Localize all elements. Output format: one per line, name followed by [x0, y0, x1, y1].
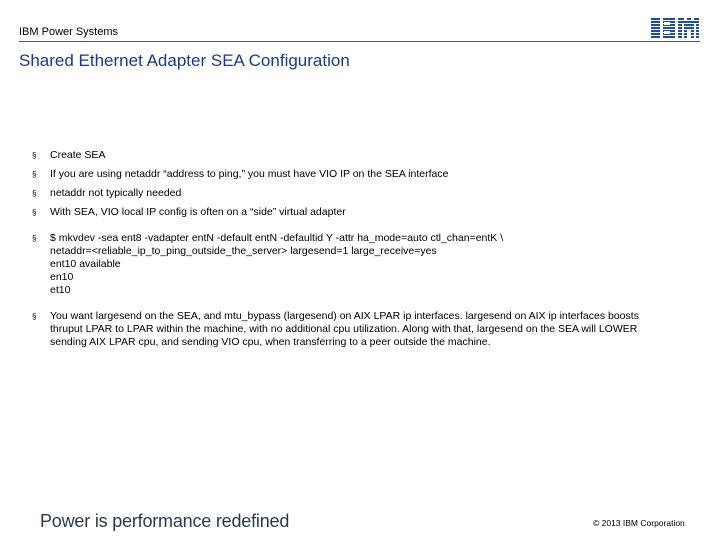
header-divider — [19, 41, 700, 42]
bullet-item — [32, 168, 672, 181]
command-line: et10 — [50, 284, 71, 296]
bullet-text: With SEA, VIO local IP config is often on a “side” virtual adapter — [50, 206, 346, 218]
ibm-logo — [651, 18, 699, 40]
slide-title: Shared Ethernet Adapter SEA Configuration — [19, 51, 350, 70]
bullet-text: netaddr not typically needed — [50, 187, 182, 199]
bullet-group-command — [32, 232, 672, 297]
header-label: IBM Power Systems — [19, 26, 119, 38]
bullet-marker: § — [32, 170, 37, 179]
bullet-text: Create SEA — [50, 149, 106, 161]
bullet-item — [32, 310, 672, 349]
bullet-item — [32, 149, 672, 162]
command-line: en10 — [50, 271, 74, 283]
command-line: $ mkvdev -sea ent8 -vadapter entN -default entN -defaultid Y -attr ha_mode=auto ctl_chan=entK \ — [50, 232, 504, 244]
command-line: ent10 available — [50, 258, 121, 270]
bullet-marker: § — [32, 312, 37, 321]
bullet-marker: § — [32, 189, 37, 198]
bullet-item — [32, 232, 672, 297]
bullet-marker: § — [32, 151, 37, 160]
bullet-item — [32, 187, 672, 200]
bullet-group-largesend — [32, 310, 672, 349]
bullet-item — [32, 206, 672, 219]
bullet-text: You want largesend on the SEA, and mtu_bypass (largesend) on AIX LPAR ip interfaces. largesend on AIX ip interfaces boosts thruput LPAR to LPAR within the machine, with no additional cpu utilization. Along with that, largesend on the SEA will LOWER sending AIX LPAR cpu, and sending VIO cpu, when transferring to a peer outside the machine. — [50, 310, 639, 348]
bullet-text: If you are using netaddr “address to ping,” you must have VIO IP on the SEA interface — [50, 168, 449, 180]
bullet-group-sea — [32, 149, 672, 219]
slide-body — [32, 149, 672, 362]
bullet-marker: § — [32, 234, 37, 243]
bullet-marker: § — [32, 208, 37, 217]
command-block — [50, 232, 672, 297]
footer-copyright: © 2013 IBM Corporation — [593, 518, 685, 528]
command-line: netaddr=<reliable_ip_to_ping_outside_the_server> largesend=1 large_receive=yes — [50, 245, 437, 257]
footer-tagline: Power is performance redefined — [40, 511, 290, 531]
